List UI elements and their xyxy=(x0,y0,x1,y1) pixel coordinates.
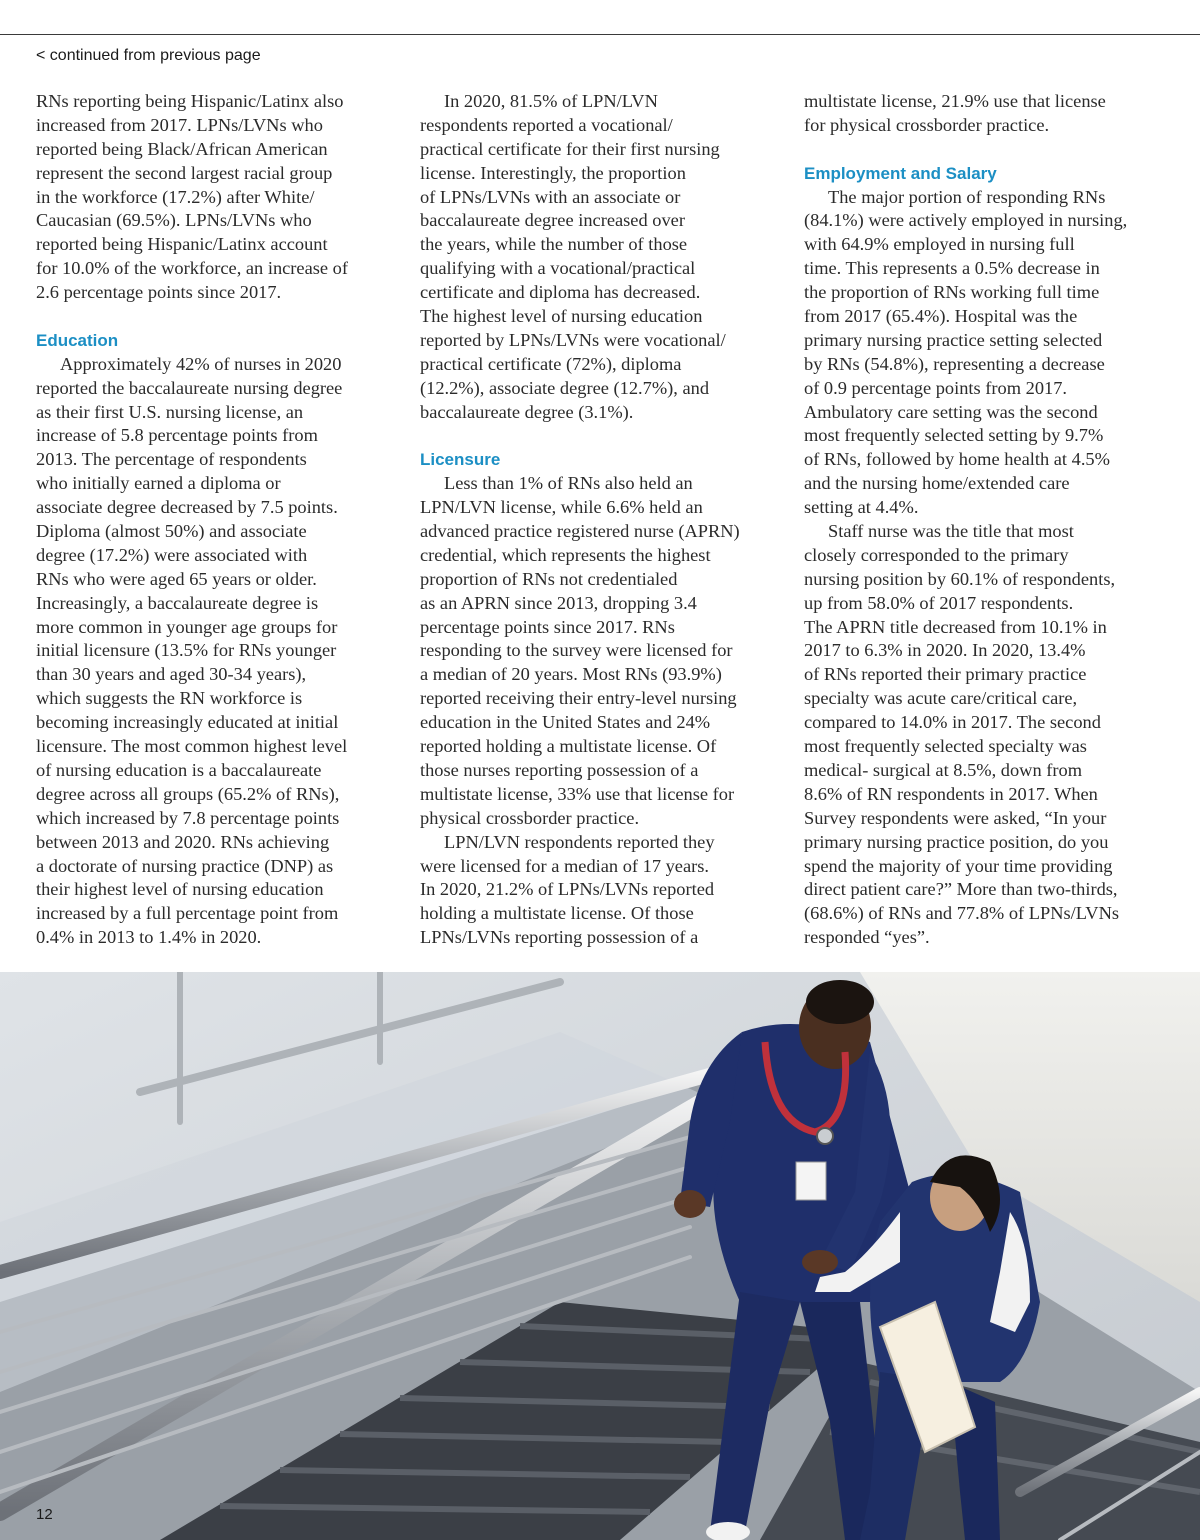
text-line: LPN/LVN license, while 6.6% held an xyxy=(420,497,703,518)
heading-education: Education xyxy=(36,330,119,350)
text-line: proportion of RNs not credentialed xyxy=(420,568,678,589)
col1-education-body xyxy=(36,353,396,950)
text-line: of 0.9 percentage points from 2017. xyxy=(804,377,1068,398)
text-line: baccalaureate degree increased over xyxy=(420,210,685,231)
text-line: credential, which represents the highest xyxy=(420,544,711,565)
text-line: from 2017 (65.4%). Hospital was the xyxy=(804,306,1078,327)
text-line: most frequently selected setting by 9.7% xyxy=(804,425,1104,446)
col2-licensure-body xyxy=(420,472,780,830)
text-line: increased from 2017. LPNs/LVNs who xyxy=(36,114,323,135)
text-line: Ambulatory care setting was the second xyxy=(804,401,1098,422)
text-line: for 10.0% of the workforce, an increase of xyxy=(36,258,348,279)
continued-label: < continued from previous page xyxy=(36,47,261,64)
text-line: reported the baccalaureate nursing degree xyxy=(36,377,343,398)
text-line: (68.6%) of RNs and 77.8% of LPNs/LVNs xyxy=(804,903,1120,924)
text-line: of LPNs/LVNs with an associate or xyxy=(420,186,681,207)
col1-intro xyxy=(36,90,396,305)
text-line: medical- surgical at 8.5%, down from xyxy=(804,759,1082,780)
text-line: In 2020, 21.2% of LPNs/LVNs reported xyxy=(420,879,715,900)
text-line: nursing position by 60.1% of respondents, xyxy=(804,568,1116,589)
text-line: responding to the survey were licensed for xyxy=(420,640,733,661)
text-line: were licensed for a median of 17 years. xyxy=(420,855,710,876)
text-line: respondents reported a vocational/ xyxy=(420,114,673,135)
col2-licensure-body-2 xyxy=(420,831,780,950)
text-line: Survey respondents were asked, “In your xyxy=(804,807,1107,828)
text-line: practical certificate (72%), diploma xyxy=(420,353,682,374)
text-line: 2.6 percentage points since 2017. xyxy=(36,282,282,303)
text-line: compared to 14.0% in 2017. The second xyxy=(804,712,1101,733)
text-line: percentage points since 2017. RNs xyxy=(420,616,675,637)
col3-employment-body xyxy=(804,186,1164,520)
text-line: reported by LPNs/LVNs were vocational/ xyxy=(420,329,726,350)
column-3 xyxy=(804,90,1164,950)
text-line: with 64.9% employed in nursing full xyxy=(804,234,1075,255)
text-line: In 2020, 81.5% of LPN/LVN xyxy=(444,91,658,111)
text-line: advanced practice registered nurse (APRN) xyxy=(420,521,740,542)
heading-employment-salary: Employment and Salary xyxy=(804,163,997,183)
text-line: by RNs (54.8%), representing a decrease xyxy=(804,353,1105,374)
text-line: for physical crossborder practice. xyxy=(804,114,1050,135)
text-line: 2017 to 6.3% in 2020. In 2020, 13.4% xyxy=(804,640,1086,661)
text-line: increased by a full percentage point from xyxy=(36,903,339,924)
text-line: and the nursing home/extended care xyxy=(804,473,1070,494)
heading-licensure: Licensure xyxy=(420,450,501,470)
text-line: (84.1%) were actively employed in nursing, xyxy=(804,210,1128,231)
text-line: qualifying with a vocational/practical xyxy=(420,258,696,279)
text-line: who initially earned a diploma or xyxy=(36,473,281,494)
text-line: (12.2%), associate degree (12.7%), and xyxy=(420,377,710,398)
text-line: Less than 1% of RNs also held an xyxy=(444,473,693,494)
text-line: practical certificate for their first nursing xyxy=(420,138,720,159)
text-line: Caucasian (69.5%). LPNs/LVNs who xyxy=(36,210,312,231)
text-line: up from 58.0% of 2017 respondents. xyxy=(804,592,1074,613)
text-line: of RNs, followed by home health at 4.5% xyxy=(804,449,1110,470)
text-line: between 2013 and 2020. RNs achieving xyxy=(36,831,330,852)
column-2 xyxy=(420,90,780,950)
text-line: specialty was acute care/critical care, xyxy=(804,688,1078,709)
text-line: The APRN title decreased from 10.1% in xyxy=(804,616,1107,637)
text-line: initial licensure (13.5% for RNs younger xyxy=(36,640,337,661)
text-line: LPN/LVN respondents reported they xyxy=(444,831,715,852)
text-line: reported being Hispanic/Latinx account xyxy=(36,234,328,255)
text-line: 8.6% of RN respondents in 2017. When xyxy=(804,783,1098,804)
text-line: time. This represents a 0.5% decrease in xyxy=(804,258,1100,279)
text-line: as an APRN since 2013, dropping 3.4 xyxy=(420,592,697,613)
text-line: certificate and diploma has decreased. xyxy=(420,282,701,303)
text-line: degree (17.2%) were associated with xyxy=(36,544,308,565)
text-line: multistate license, 21.9% use that license xyxy=(804,91,1106,111)
column-1 xyxy=(36,90,396,950)
text-line: degree across all groups (65.2% of RNs), xyxy=(36,783,340,804)
text-line: represent the second largest racial group xyxy=(36,162,333,183)
text-line: which increased by 7.8 percentage points xyxy=(36,807,340,828)
text-line: more common in younger age groups for xyxy=(36,616,338,637)
page-number: 12 xyxy=(36,1506,53,1523)
text-line: licensure. The most common highest level xyxy=(36,736,348,757)
nurses-stairway-photo xyxy=(0,972,1200,1540)
text-line: setting at 4.4%. xyxy=(804,497,919,518)
text-line: 2013. The percentage of respondents xyxy=(36,449,307,470)
col3-employment-body-2 xyxy=(804,520,1164,950)
text-line: as their first U.S. nursing license, an xyxy=(36,401,304,422)
text-line: education in the United States and 24% xyxy=(420,712,711,733)
text-line: direct patient care?” More than two-thirds, xyxy=(804,879,1118,900)
text-line: primary nursing practice setting selected xyxy=(804,329,1103,350)
text-line: Increasingly, a baccalaureate degree is xyxy=(36,592,319,613)
text-line: closely corresponded to the primary xyxy=(804,544,1069,565)
text-line: LPNs/LVNs reporting possession of a xyxy=(420,927,699,948)
col3-intro xyxy=(804,90,1164,138)
text-line: RNs reporting being Hispanic/Latinx also xyxy=(36,91,344,111)
text-line: Diploma (almost 50%) and associate xyxy=(36,521,307,542)
text-line: RNs who were aged 65 years or older. xyxy=(36,568,317,589)
text-line: reported holding a multistate license. Of xyxy=(420,736,717,757)
text-line: the years, while the number of those xyxy=(420,234,688,255)
text-line: The highest level of nursing education xyxy=(420,306,703,327)
text-line: of RNs reported their primary practice xyxy=(804,664,1087,685)
text-line: increase of 5.8 percentage points from xyxy=(36,425,318,446)
text-line: primary nursing practice position, do you xyxy=(804,831,1109,852)
text-line: becoming increasingly educated at initial xyxy=(36,712,339,733)
text-line: license. Interestingly, the proportion xyxy=(420,162,686,183)
text-line: holding a multistate license. Of those xyxy=(420,903,694,924)
text-line: spend the majority of your time providing xyxy=(804,855,1113,876)
text-line: multistate license, 33% use that license for xyxy=(420,783,735,804)
text-line: a doctorate of nursing practice (DNP) as xyxy=(36,855,334,876)
text-line: The major portion of responding RNs xyxy=(828,186,1106,207)
text-line: which suggests the RN workforce is xyxy=(36,688,303,709)
text-line: their highest level of nursing education xyxy=(36,879,324,900)
text-line: a median of 20 years. Most RNs (93.9%) xyxy=(420,664,722,685)
text-line: most frequently selected specialty was xyxy=(804,736,1087,757)
text-line: reported being Black/African American xyxy=(36,138,328,159)
text-line: 0.4% in 2013 to 1.4% in 2020. xyxy=(36,927,262,948)
text-line: those nurses reporting possession of a xyxy=(420,759,699,780)
text-line: physical crossborder practice. xyxy=(420,807,640,828)
text-line: than 30 years and aged 30-34 years), xyxy=(36,664,307,685)
text-line: in the workforce (17.2%) after White/ xyxy=(36,186,315,207)
text-line: associate degree decreased by 7.5 points. xyxy=(36,497,338,518)
text-line: the proportion of RNs working full time xyxy=(804,282,1100,303)
text-line: reported receiving their entry-level nursing xyxy=(420,688,737,709)
text-line: baccalaureate degree (3.1%). xyxy=(420,401,634,422)
text-line: responded “yes”. xyxy=(804,927,930,948)
top-rule xyxy=(0,34,1200,35)
text-line: Staff nurse was the title that most xyxy=(828,521,1074,542)
text-line: Approximately 42% of nurses in 2020 xyxy=(60,353,342,374)
text-line: of nursing education is a baccalaureate xyxy=(36,759,322,780)
col2-intro xyxy=(420,90,780,424)
